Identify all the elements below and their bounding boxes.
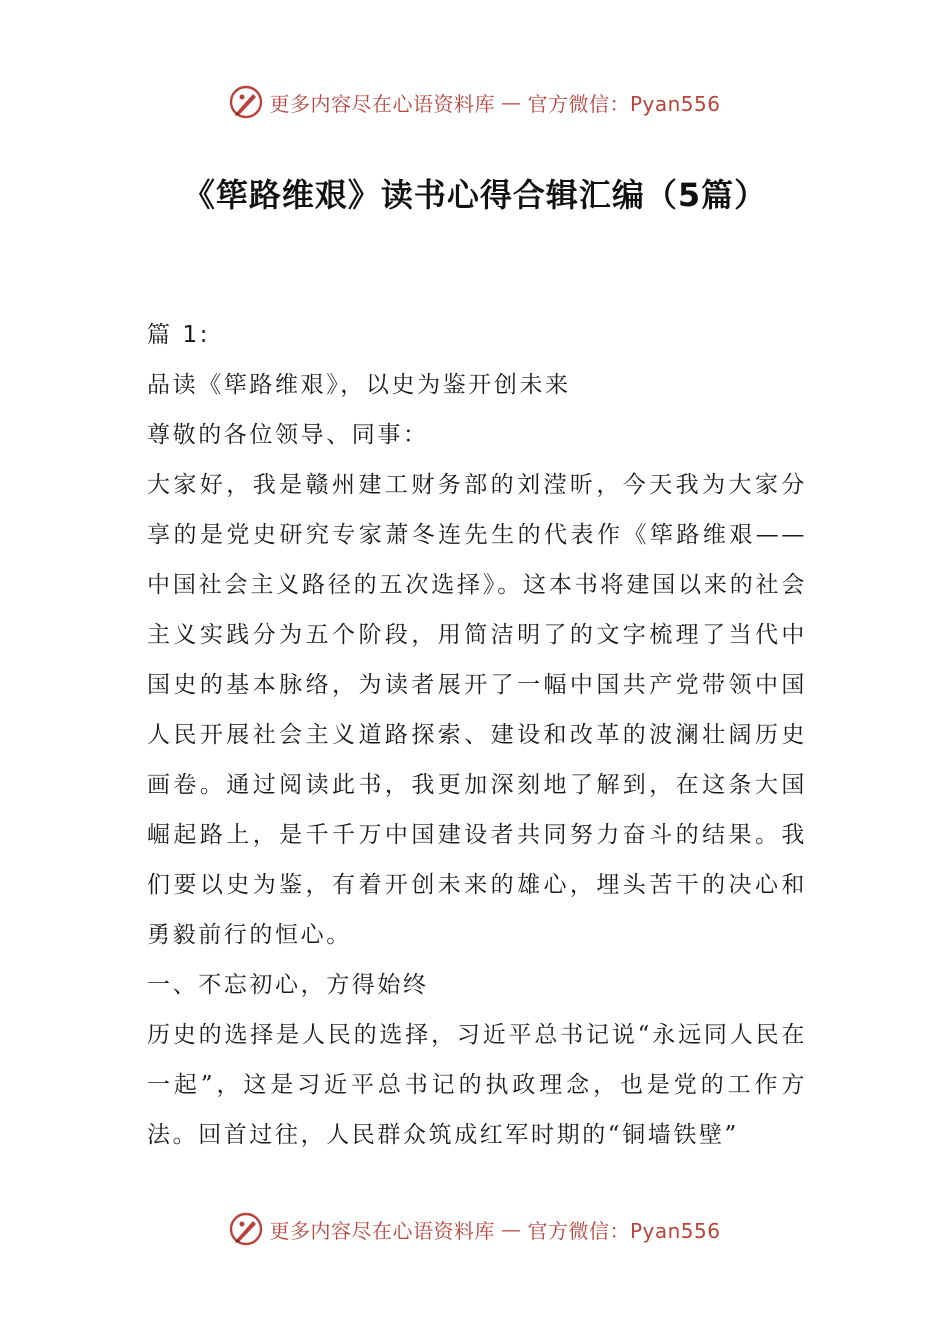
pen-logo-icon <box>229 1212 263 1246</box>
header-watermark <box>0 82 950 122</box>
pen-logo-icon <box>229 85 263 119</box>
document-body <box>147 310 807 1160</box>
footer-watermark <box>0 1209 950 1249</box>
watermark-contact: 官方微信：Pyan556 <box>527 91 721 116</box>
watermark-dash: — <box>500 1217 522 1241</box>
essay-subtitle: 品读《筚路维艰》，以史为鉴开创未来 <box>147 372 571 398</box>
watermark-text: 更多内容尽在心语资料库 <box>269 91 495 116</box>
section-label: 篇 1: <box>147 322 211 348</box>
section-heading: 一、不忘初心，方得始终 <box>147 972 429 998</box>
watermark-text: 更多内容尽在心语资料库 <box>269 1218 495 1243</box>
body-paragraph: 历史的选择是人民的选择，习近平总书记说“永远同人民在一起”，这是习近平总书记的执政理念，也是党的工作方法。回首过往，人民群众筑成红军时期的“铜墙铁壁” <box>147 1022 807 1148</box>
salutation: 尊敬的各位领导、同事： <box>147 422 429 448</box>
watermark-dash: — <box>500 90 522 114</box>
document-title: 《筚路维艰》读书心得合辑汇编（5篇） <box>182 176 768 214</box>
body-paragraph: 大家好，我是赣州建工财务部的刘滢昕，今天我为大家分享的是党史研究专家萧冬连先生的代表作《筚路维艰——中国社会主义路径的五次选择》。这本书将建国以来的社会主义实践分为五个阶段，用简洁明了的文字梳理了当代中国史的基本脉络，为读者展开了一幅中国共产党带领中国人民开展社会主义道路探索、建设和改革的波澜壮阔历史画卷。通过阅读此书，我更加深刻地了解到，在这条大国崛起路上，是千千万中国建设者共同努力奋斗的结果。我们要以史为鉴，有着开创未来的雄心，埋头苦干的决心和勇毅前行的恒心。 <box>147 472 807 948</box>
watermark-contact: 官方微信：Pyan556 <box>527 1218 721 1243</box>
